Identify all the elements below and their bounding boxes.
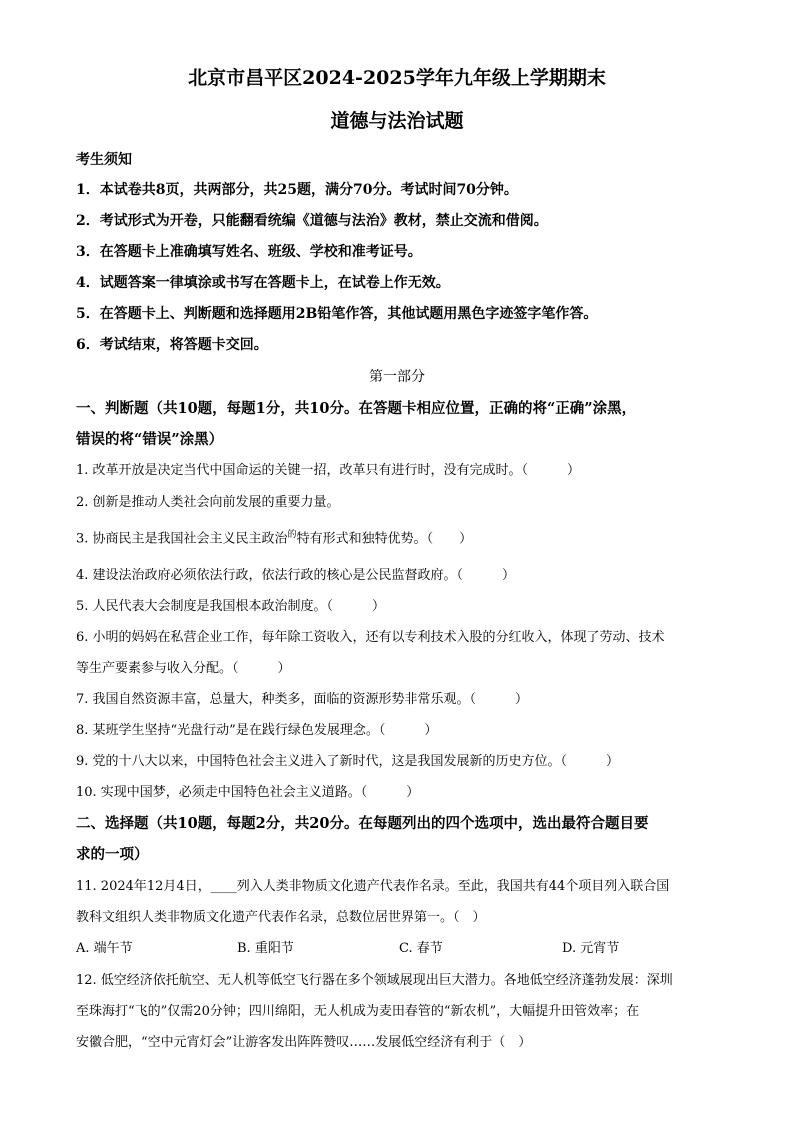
page-title: 北京市昌平区2024-2025学年九年级上学期期末 bbox=[188, 67, 606, 89]
question-4: 4. 建设法治政府必须依法行政，依法行政的核心是公民监督政府。（ ） bbox=[76, 568, 516, 583]
question-12-cont: 至珠海打“飞的”仅需20分钟；四川绵阳，无人机成为麦田春管的“新农机”，大幅提升田管效率；在 bbox=[76, 1004, 640, 1019]
option-c: C. 春节 bbox=[399, 941, 443, 956]
question-11: 11. 2024年12月4日，____列入人类非物质文化遗产代表作名录。至此，我国共有44个项目列入联合国 bbox=[76, 879, 670, 894]
notice-item: 3．在答题卡上准确填写姓名、班级、学校和准考证号。 bbox=[76, 244, 422, 260]
notice-heading: 考生须知 bbox=[76, 152, 132, 168]
question-7: 7. 我国自然资源丰富，总量大，种类多，面临的资源形势非常乐观。（ ） bbox=[76, 692, 529, 707]
notice-item: 4．试题答案一律填涂或书写在答题卡上，在试卷上作无效。 bbox=[76, 275, 450, 291]
question-2: 2. 创新是推动人类社会向前发展的重要力量。 bbox=[76, 495, 340, 510]
question-10: 10. 实现中国梦，必须走中国特色社会主义道路。（ ） bbox=[76, 785, 420, 800]
part-heading: 第一部分 bbox=[369, 369, 425, 385]
question-3 bbox=[76, 527, 472, 546]
option-b: B. 重阳节 bbox=[237, 941, 294, 956]
question-6-cont: 等生产要素参与收入分配。（ ） bbox=[76, 661, 291, 676]
question-5: 5. 人民代表大会制度是我国根本政治制度。（ ） bbox=[76, 599, 386, 614]
notice-item: 6．考试结束，将答题卡交回。 bbox=[76, 337, 268, 353]
section-heading: 一、判断题（共10题，每题1分，共10分。在答题卡相应位置，正确的将“正确”涂黑， bbox=[76, 400, 637, 417]
question-12-cont: 安徽合肥，“空中元宵灯会”让游客发出阵阵赞叹……发展低空经济有利于（ ） bbox=[76, 1035, 532, 1050]
notice-item: 5．在答题卡上、判断题和选择题用2B铅笔作答，其他试题用黑色字迹签字笔作答。 bbox=[76, 306, 598, 322]
section-heading-cont: 求的一项） bbox=[76, 846, 149, 863]
question-3-text-b: 特有形式和独特优势。（ ） bbox=[296, 531, 473, 547]
question-3-text-a: 3. 协商民主是我国社会主义民主政治 bbox=[76, 531, 288, 547]
question-12: 12. 低空经济依托航空、无人机等低空飞行器在多个领域展现出巨大潜力。各地低空经济蓬勃发展：深圳 bbox=[76, 973, 673, 988]
notice-item: 2．考试形式为开卷，只能翻看统编《道德与法治》教材，禁止交流和借阅。 bbox=[76, 213, 548, 229]
question-3-superscript: 的 bbox=[287, 530, 297, 540]
option-a: A. 端午节 bbox=[76, 941, 133, 956]
question-11-cont: 教科文组织人类非物质文化遗产代表作名录，总数位居世界第一。（ ） bbox=[76, 910, 486, 925]
section-heading-cont: 错误的将“错误”涂黑） bbox=[76, 431, 224, 448]
notice-item: 1．本试卷共8页，共两部分，共25题，满分70分。考试时间70分钟。 bbox=[76, 182, 518, 198]
question-9: 9. 党的十八大以来，中国特色社会主义进入了新时代，这是我国发展新的历史方位。（ ） bbox=[76, 754, 620, 769]
question-8: 8. 某班学生坚持“光盘行动”是在践行绿色发展理念。（ ） bbox=[76, 723, 438, 738]
option-d: D. 元宵节 bbox=[562, 941, 620, 956]
page-subtitle: 道德与法治试题 bbox=[330, 110, 464, 132]
question-1: 1. 改革开放是决定当代中国命运的关键一招，改革只有进行时，没有完成时。（ ） bbox=[76, 463, 581, 478]
section-heading: 二、选择题（共10题，每题2分，共20分。在每题列出的四个选项中，选出最符合题目要 bbox=[76, 815, 649, 832]
question-6: 6. 小明的妈妈在私营企业工作，每年除工资收入，还有以专利技术入股的分红收入，体现了劳动、技术 bbox=[76, 630, 665, 645]
